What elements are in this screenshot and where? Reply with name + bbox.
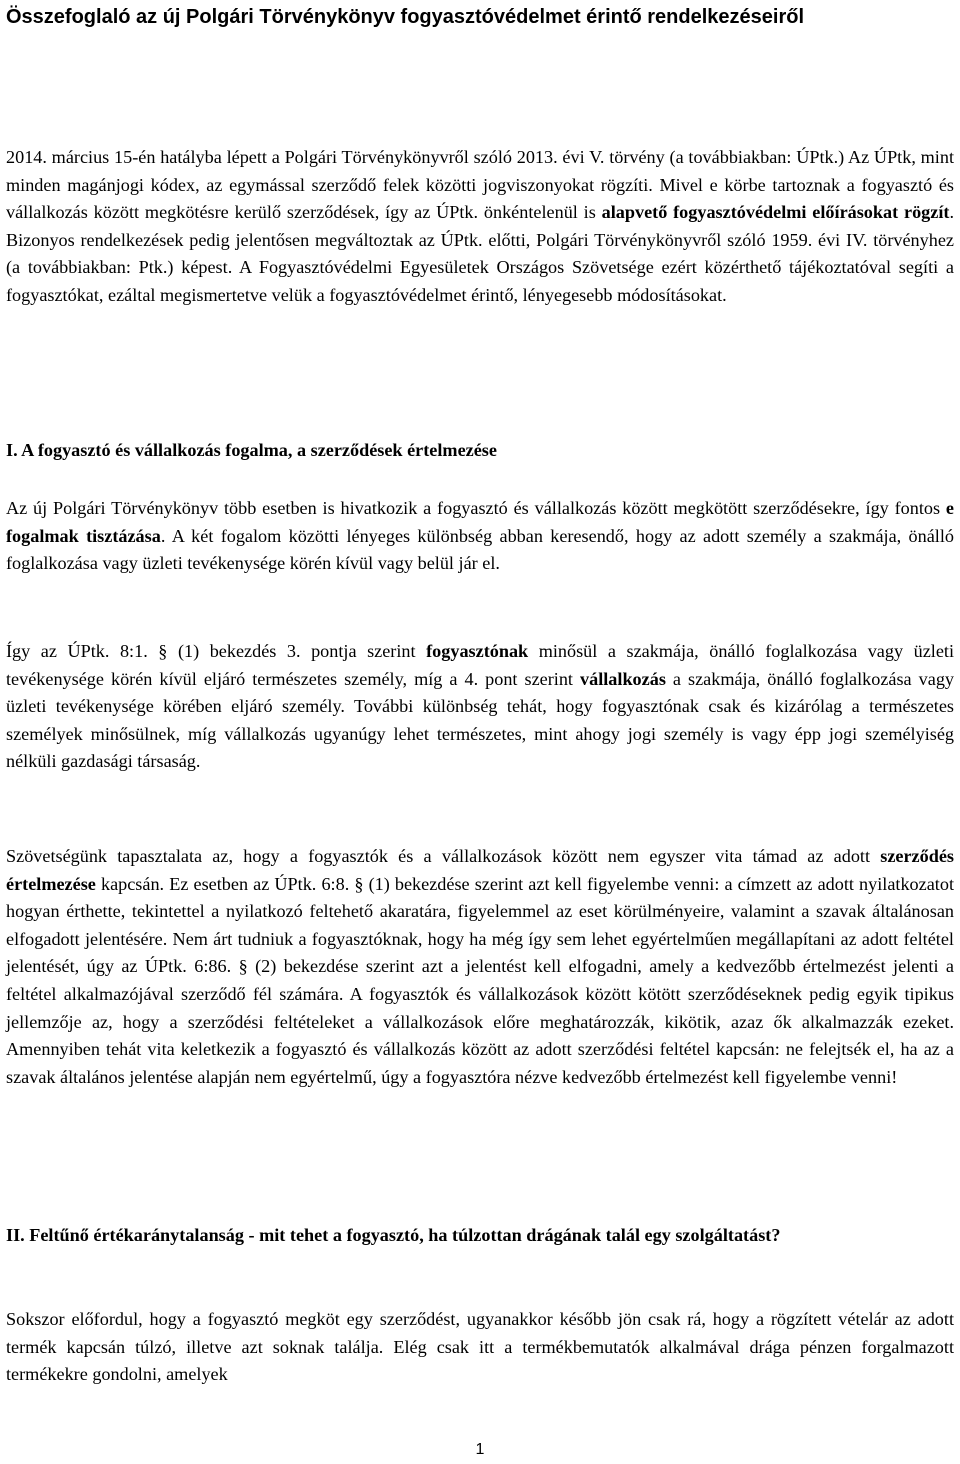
s1p2-emphasis-1: fogyasztónak [426,641,529,661]
section-1-paragraph-3 [6,843,954,1091]
s1p1-text-1: Az új Polgári Törvénykönyv több esetben is hivatkozik a fogyasztó és vállalkozás között megkötött szerződésekre, így fontos [6,498,946,518]
s1p2-text-3: a szakmája, önálló foglalkozása vagy üzleti tevékenysége körében eljáró személy. További különbség tehát, hogy fogyasztónak csak és kizárólag a természetes személyek minősülnek, míg vállalkozás ugyanúgy lehet természetes, mint ahogy jogi személy is vagy épp jogi személyiség nélküli gazdasági társaság. [6,668,955,772]
intro-section [6,144,954,310]
section-2-paragraph-1: Sokszor előfordul, hogy a fogyasztó megköt egy szerződést, ugyanakkor később jön csak rá, hogy a rögzített vételár az adott termék kapcsán túlzó, illetve azt soknak találja. Elég csak itt a termékbemutatók alkalmával drága pénzen forgalmazott termékekre gondolni, amelyek [6,1309,954,1385]
page-number: 1 [475,1441,485,1458]
s1p2-text-1: Így az ÚPtk. 8:1. § (1) bekezdés 3. pontja szerint [6,641,427,661]
section-2 [6,1222,954,1250]
s1p1-text-2: . A két fogalom közötti lényeges különbség abban keresendő, hogy az adott személy a szakmája, önálló foglalkozása vagy üzleti tevékenysége körén kívül vagy belül jár el. [6,525,955,574]
section-1-paragraph-1-block [6,495,954,578]
intro-text-2: . Bizonyos rendelkezések pedig jelentősen megváltoztak az ÚPtk. előtti, Polgári Törvénykönyvről szóló 1959. évi IV. törvényhez (a továbbiakban: Ptk.) képest. A Fogyasztóvédelmi Egyesületek Országos Szövetsége ezért közérthető tájékoztatóval segíti a fogyasztókat, ezáltal megismertetve velük a fogyasztóvédelmet érintő, lényegesebb módosításokat. [6,202,954,305]
section-1-paragraph-2-block [6,638,954,776]
section-1-paragraph-3-block [6,843,954,1091]
document-title: Összefoglaló az új Polgári Törvénykönyv fogyasztóvédelmet érintő rendelkezéseiről [6,6,805,28]
section-1-heading: I. A fogyasztó és vállalkozás fogalma, a szerződések értelmezése [6,440,497,460]
section-2-heading: II. Feltűnő értékaránytalanság - mit tehet a fogyasztó, ha túlzottan drágának talál egy szolgáltatást? [6,1225,781,1245]
intro-emphasis: alapvető fogyasztóvédelmi előírásokat rögzít [601,202,950,223]
intro-paragraph [6,144,954,310]
s1p1-emphasis: e fogalmak tisztázása [6,498,954,546]
s1p3-text-2: kapcsán. Ez esetben az ÚPtk. 6:8. § (1) bekezdése szerint azt kell figyelembe venni: a címzett az adott nyilatkozatot hogyan érthette, tekintettel a nyilatkozó feltehető akaratára, figyelemmel az eset körülményeire, valamint a szavak általánosan elfogadott jelentésére. Nem árt tudniuk a fogyasztóknak, hogy ha még így sem lehet egyértelműen megállapítani az adott feltétel jelentését, úgy az ÚPtk. 6:86. § (2) bekezdése szerint azt a jelentést kell elfogadni, amely a kedvezőbb értelmezést jelenti a feltétel alkalmazójával szerződő fél számára. A fogyasztók és vállalkozások között kötött szerződéseknek pedig egyik tipikus jellemzője az, hogy a szerződési feltételeket a vállalkozások előre meghatározzák, kikötik, azaz ők alkalmazzák ezeket. Amennyiben tehát vita keletkezik a fogyasztó és vállalkozás között az adott szerződési feltétel kapcsán: ne felejtsék el, ha az a szavak általános jelentése alapján nem egyértelmű, úgy a fogyasztóra nézve kedvezőbb értelmezést kell figyelembe venni! [6,873,954,1087]
s1p3-emphasis: szerződés értelmezése [6,846,954,894]
section-1 [6,437,954,465]
intro-text-1: 2014. március 15-én hatályba lépett a Polgári Törvénykönyvről szóló 2013. évi V. törvény (a továbbiakban: ÚPtk.) Az ÚPtk, mint minden magánjogi kódex, az egymással szerződő felek közötti jogviszonyokat rögzíti. Mivel e körbe tartoznak a fogyasztó és vállalkozás között megkötésre kerülő szerződések, így az ÚPtk. önkéntelenül is [6,147,954,223]
section-1-paragraph-1 [6,495,954,578]
section-1-paragraph-2 [6,638,954,776]
s1p2-text-2: minősül a szakmája, önálló foglalkozása vagy üzleti tevékenysége körén kívül eljáró természetes személy, míg a 4. pont szerint [6,641,954,689]
s1p2-emphasis-2: vállalkozás [580,668,666,689]
s1p3-text-1: Szövetségünk tapasztalata az, hogy a fogyasztók és a vállalkozások között nem egyszer vita támad az adott [6,846,881,866]
section-2-paragraph-1-block [6,1306,954,1389]
